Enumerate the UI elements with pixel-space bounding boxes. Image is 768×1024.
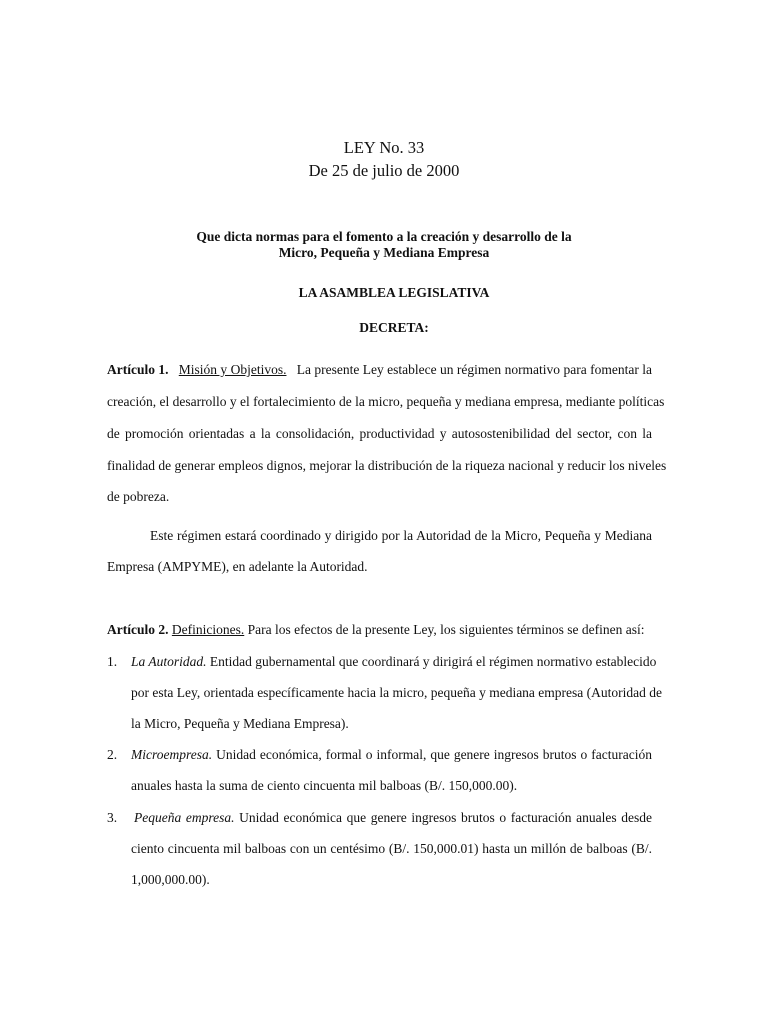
definition-1-line-1 — [131, 654, 657, 670]
definition-3-line-1 — [134, 810, 652, 826]
article-1-label: Artículo 1. — [107, 362, 169, 377]
law-number: LEY No. 33 — [343, 138, 425, 157]
article-1-heading: Misión y Objetivos. — [178, 362, 287, 377]
decree-heading: DECRETA: — [359, 320, 429, 335]
definition-3-line-3: 1,000,000.00). — [131, 872, 210, 887]
definition-3-number: 3. — [107, 810, 118, 825]
article-1-line-2: creación, el desarrollo y el fortalecimiento de la micro, pequeña y mediana empresa, mediante políticas — [107, 394, 665, 409]
definition-1-text: Entidad gubernamental que coordinará y dirigirá el régimen normativo establecido — [209, 654, 657, 669]
article-2-label: Artículo 2. — [107, 622, 169, 637]
article-1-paragraph-2-line-1: Este régimen estará coordinado y dirigido por la Autoridad de la Micro, Pequeña y Mediana — [150, 528, 652, 543]
definition-1-line-3: la Micro, Pequeña y Mediana Empresa). — [131, 716, 349, 731]
definition-1-term: La Autoridad. — [131, 654, 207, 669]
definition-2-line-1 — [131, 747, 652, 763]
article-1-line-3: de promoción orientadas a la consolidación, productividad y autosostenibilidad del sector, con la — [107, 426, 652, 441]
article-2-intro — [107, 622, 652, 638]
article-1-line-4: finalidad de generar empleos dignos, mejorar la distribución de la riqueza nacional y reducir los niveles — [107, 458, 667, 473]
definition-3-line-2: ciento cincuenta mil balboas con un centésimo (B/. 150,000.01) hasta un millón de balboas (B/. — [131, 841, 652, 856]
article-1-text: La presente Ley establece un régimen normativo para fomentar la — [296, 362, 652, 377]
article-1-paragraph-2-line-2: Empresa (AMPYME), en adelante la Autoridad. — [107, 559, 368, 574]
definition-3-term: Pequeña empresa. — [134, 810, 235, 825]
definition-2-line-2: anuales hasta la suma de ciento cincuenta mil balboas (B/. 150,000.00). — [131, 778, 518, 793]
definition-2-number: 2. — [107, 747, 118, 762]
definition-1-line-2: por esta Ley, orientada específicamente hacia la micro, pequeña y mediana empresa (Autoridad de — [131, 685, 663, 700]
subtitle-line-2: Micro, Pequeña y Mediana Empresa — [278, 245, 490, 260]
definition-1-number: 1. — [107, 654, 118, 669]
assembly-heading: LA ASAMBLEA LEGISLATIVA — [298, 285, 490, 300]
article-2-heading: Definiciones. — [171, 622, 245, 637]
article-1-line-5: de pobreza. — [107, 489, 170, 504]
definition-2-text: Unidad económica, formal o informal, que genere ingresos brutos o facturación — [216, 747, 653, 762]
subtitle-line-1: Que dicta normas para el fomento a la creación y desarrollo de la — [196, 229, 572, 244]
article-1-line-1 — [107, 362, 652, 378]
definition-3-text: Unidad económica que genere ingresos brutos o facturación anuales desde — [239, 810, 652, 825]
definition-2-term: Microempresa. — [131, 747, 213, 762]
law-date: De 25 de julio de 2000 — [308, 161, 460, 180]
law-subtitle — [0, 229, 768, 261]
law-title — [0, 136, 768, 182]
article-2-intro-text: Para los efectos de la presente Ley, los siguientes términos se definen así: — [247, 622, 645, 637]
